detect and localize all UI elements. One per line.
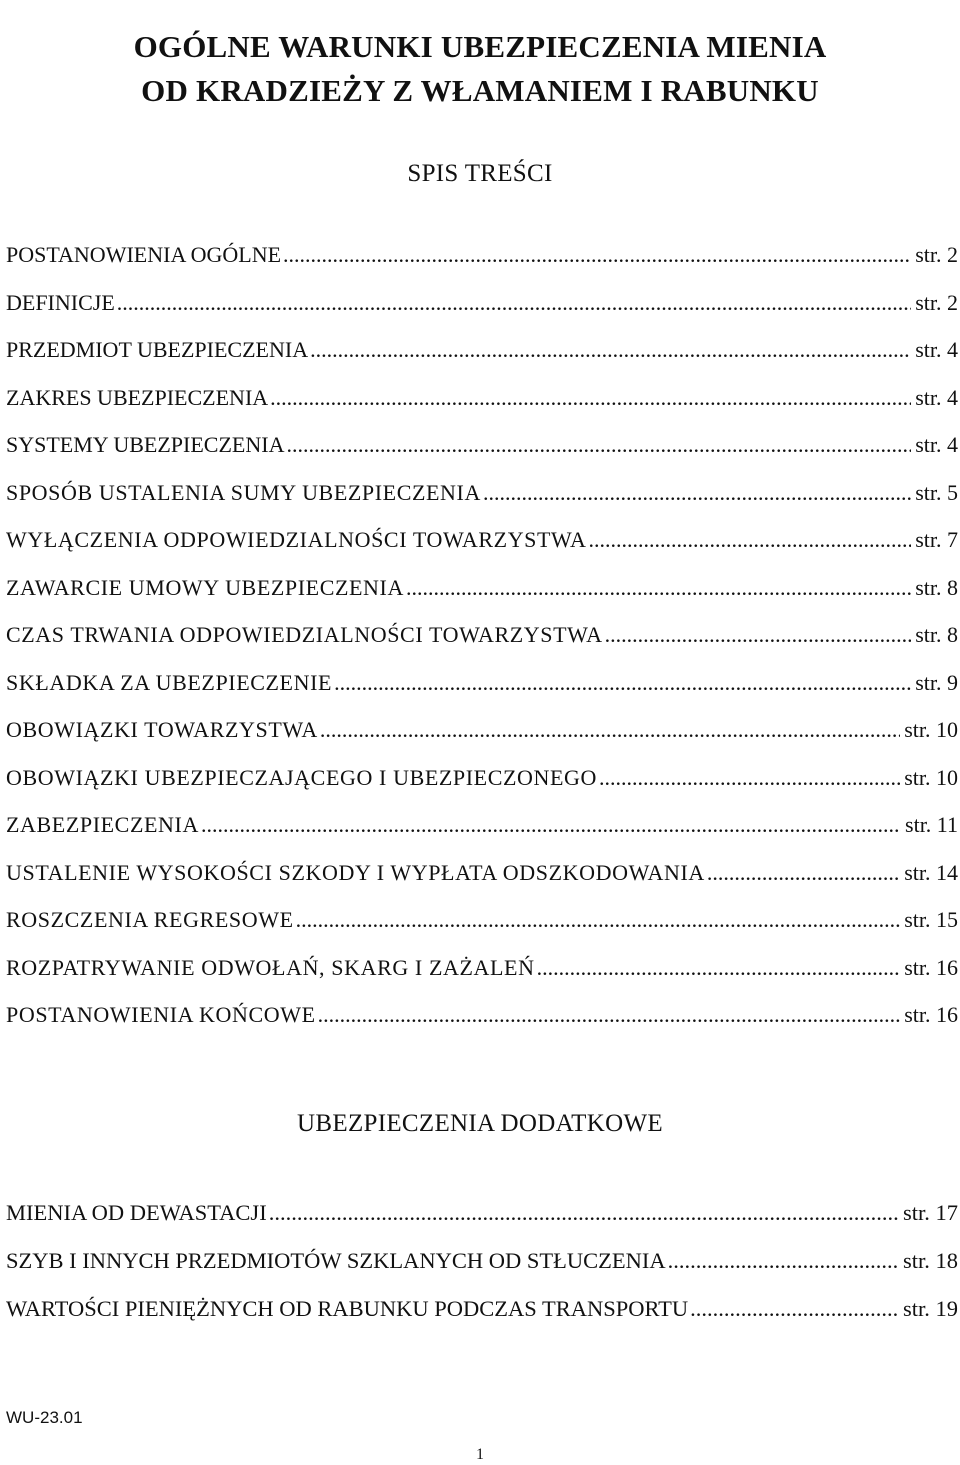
dot-leader <box>690 1289 899 1329</box>
toc-entry-title: SPOSÓB USTALENIA SUMY UBEZPIECZENIA <box>6 479 481 505</box>
toc-entry-title: WYŁĄCZENIA ODPOWIEDZIALNOŚCI TOWARZYSTWA <box>6 527 587 552</box>
toc-entry-page: str. 10 <box>904 717 958 742</box>
toc-entry[interactable] <box>6 1241 958 1289</box>
dot-leader <box>406 568 911 608</box>
dot-leader <box>201 805 901 845</box>
toc-entry[interactable] <box>6 425 958 473</box>
toc-entry-title: CZAS TRWANIA ODPOWIEDZIALNOŚCI TOWARZYSTWA <box>6 622 603 647</box>
dot-leader <box>707 853 900 893</box>
toc-entry-page: str. 8 <box>915 574 958 600</box>
toc-entry[interactable] <box>6 900 958 948</box>
document-title-line-2: OD KRADZIEŻY Z WŁAMANIEM I RABUNKU <box>141 72 819 108</box>
dot-leader <box>318 995 901 1035</box>
toc-entry[interactable] <box>6 283 958 331</box>
additional-insurance-list <box>6 1193 958 1337</box>
toc-entry-page: str. 11 <box>905 812 958 837</box>
toc-entry-page: str. 4 <box>915 432 958 457</box>
dot-leader <box>588 520 911 560</box>
toc-entry-page: str. 2 <box>915 242 958 267</box>
toc-entry-page: str. 15 <box>904 907 958 932</box>
document-code: WU-23.01 <box>6 1408 83 1427</box>
toc-entry-page: str. 4 <box>915 337 958 362</box>
page-number: 1 <box>476 1446 484 1463</box>
toc-entry-title: USTALENIE WYSOKOŚCI SZKODY I WYPŁATA ODSZKODOWANIA <box>6 859 705 885</box>
dot-leader <box>310 330 911 370</box>
toc-entry-title: SZYB I INNYCH PRZEDMIOTÓW SZKLANYCH OD STŁUCZENIA <box>6 1248 666 1273</box>
dot-leader <box>599 758 900 798</box>
toc-entry-title: ROZPATRYWANIE ODWOŁAŃ, SKARG I ZAŻALEŃ <box>6 954 535 980</box>
toc-entry-title: ZAKRES UBEZPIECZENIA <box>6 384 269 410</box>
dot-leader <box>286 425 911 465</box>
toc-entry-title: OBOWIĄZKI UBEZPIECZAJĄCEGO I UBEZPIECZONEGO <box>6 764 598 790</box>
document-title-line-1: OGÓLNE WARUNKI UBEZPIECZENIA MIENIA <box>133 28 827 64</box>
toc-entry-page: str. 16 <box>904 954 958 980</box>
toc-entry[interactable] <box>6 235 958 283</box>
toc-entry-page: str. 7 <box>915 527 958 552</box>
dot-leader <box>296 900 901 940</box>
dot-leader <box>668 1241 899 1281</box>
toc-entry-page: str. 9 <box>915 669 958 695</box>
toc-entry-page: str. 18 <box>902 1248 958 1273</box>
toc-entry[interactable] <box>6 710 958 758</box>
toc-entry-title: SKŁADKA ZA UBEZPIECZENIE <box>6 669 333 695</box>
toc-entry[interactable] <box>6 1193 958 1241</box>
toc-entry[interactable] <box>6 520 958 568</box>
toc-entry-title: POSTANOWIENIA OGÓLNE <box>6 242 282 267</box>
toc-entry-title: PRZEDMIOT UBEZPIECZENIA <box>6 337 309 362</box>
toc-entry[interactable] <box>6 853 958 901</box>
toc-entry[interactable] <box>6 663 958 711</box>
document-title <box>0 25 960 113</box>
toc-entry[interactable] <box>6 473 958 521</box>
toc-entry[interactable] <box>6 948 958 996</box>
toc-entry[interactable] <box>6 1289 958 1337</box>
toc-entry-page: str. 10 <box>904 764 958 790</box>
toc-entry-page: str. 17 <box>902 1200 958 1225</box>
toc-entry[interactable] <box>6 758 958 806</box>
dot-leader <box>320 710 900 750</box>
toc-entry[interactable] <box>6 568 958 616</box>
toc-entry-title: ROSZCZENIA REGRESOWE <box>6 907 294 932</box>
toc-entry-page: str. 5 <box>915 479 958 505</box>
toc-heading: SPIS TREŚCI <box>407 160 553 187</box>
dot-leader <box>537 948 901 988</box>
toc-entry[interactable] <box>6 995 958 1043</box>
toc-entry-title: OBOWIĄZKI TOWARZYSTWA <box>6 717 318 742</box>
toc-entry-page: str. 14 <box>904 859 958 885</box>
toc-entry-title: SYSTEMY UBEZPIECZENIA <box>6 432 285 457</box>
toc-entry-page: str. 2 <box>915 289 958 315</box>
toc-entry[interactable] <box>6 378 958 426</box>
dot-leader <box>334 663 911 703</box>
table-of-contents <box>6 235 958 1043</box>
toc-entry-title: WARTOŚCI PIENIĘŻNYCH OD RABUNKU PODCZAS TRANSPORTU <box>6 1296 689 1321</box>
toc-entry[interactable] <box>6 615 958 663</box>
toc-entry-page: str. 19 <box>902 1296 958 1321</box>
dot-leader <box>283 235 911 275</box>
toc-entry[interactable] <box>6 805 958 853</box>
toc-entry-page: str. 8 <box>915 622 958 647</box>
toc-entry-title: ZAWARCIE UMOWY UBEZPIECZENIA <box>6 574 404 600</box>
toc-entry-page: str. 16 <box>904 1002 958 1027</box>
dot-leader <box>269 1193 899 1233</box>
toc-entry[interactable] <box>6 330 958 378</box>
toc-entry-title: ZABEZPIECZENIA <box>6 812 199 837</box>
dot-leader <box>117 283 911 323</box>
dot-leader <box>483 473 911 513</box>
toc-entry-title: POSTANOWIENIA KOŃCOWE <box>6 1002 316 1027</box>
dot-leader <box>605 615 912 655</box>
toc-entry-title: DEFINICJE <box>6 289 115 315</box>
toc-entry-title: MIENIA OD DEWASTACJI <box>6 1200 267 1225</box>
dot-leader <box>270 378 911 418</box>
toc-entry-page: str. 4 <box>915 384 958 410</box>
additional-insurance-heading: UBEZPIECZENIA DODATKOWE <box>297 1110 663 1137</box>
